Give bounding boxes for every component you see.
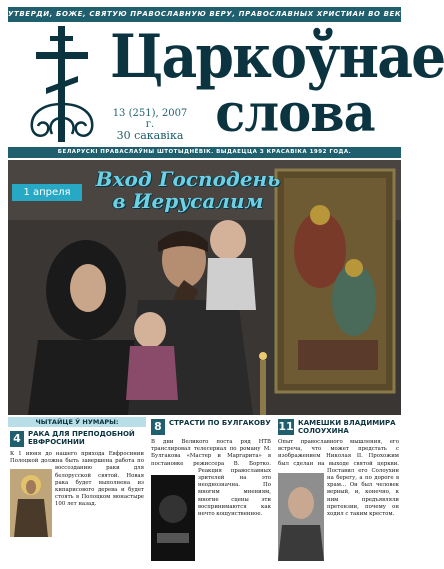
cover-headline	[88, 168, 288, 212]
about-strip: БЕЛАРУСКІ ПРАВАСЛАЎНЫ ШТОТЫДНЁВІК. ВЫДАЕЦЦА З КРАСАВІКА 1992 ГОДА.	[8, 147, 401, 158]
contents-rubric: ЧЫТАЙЦЕ Ў НУМАРЫ:	[8, 417, 146, 427]
article-headline: СТРАСТИ ПО БУЛГАКОВУ	[169, 419, 271, 427]
issue-number: 13 (251), 2007 г.	[112, 108, 188, 130]
orthodox-cross-icon	[22, 26, 100, 142]
contents-item-2[interactable]	[149, 417, 273, 565]
contents-strip	[8, 417, 401, 565]
article-lead: В дни Великого поста ряд НТВ транслировал телесериал по роману М. Булгакова «Мастер и Маргарита» в постановке режиссера В. Бортко. Реакция православных зрителей на это неоднозначна. По многим мнениям, многие сцены эти воспринимаются как нечто кощунственное.	[151, 439, 271, 563]
contents-item-1[interactable]	[8, 417, 146, 565]
issue-info	[108, 108, 192, 141]
contents-item-3[interactable]	[276, 417, 401, 565]
page-number: 8	[151, 419, 165, 435]
masthead-title-line1: Царкоўнае	[110, 22, 444, 92]
article-headline: КАМЕШКИ ВЛАДИМИРА СОЛОУХИНА	[298, 419, 396, 435]
article-lead: Опыт православного мышления, его встреча, что может предстать с изображением Николая II. Прохожим был сделан на выходе святой церкви. Поставил его Солоухин на берегу, а по дороге в храм... Он был человек верный, и, конечно, к ним предъявляли претензии, почему он ходил с таким крестом.	[278, 439, 399, 563]
masthead-title-line2: слова	[215, 83, 375, 144]
feast-date-badge: 1 апреля	[12, 184, 82, 201]
page-number: 4	[10, 431, 24, 447]
cover-headline-line1: Вход Господень	[95, 167, 281, 191]
cover-headline-line2: в Иерусалим	[112, 189, 264, 213]
article-lead: К 1 июня до нашего прихода Евфросинии Полоцкой должна быть завершена работа по воссозданию раки для белорусской святой. Новая рака будет выполнена из кипарисового дерева и будет стоять в Полоцком монастыре 100 лет назад.	[10, 451, 144, 561]
page-number: 11	[278, 420, 294, 433]
masthead	[8, 22, 444, 146]
motto-strip: УТВЕРДИ, БОЖЕ, СВЯТУЮ ПРАВОСЛАВНУЮ ВЕРУ, ПРАВОСЛАВНЫХ ХРИСТИАН ВО ВЕК ВЕКА!	[8, 7, 401, 22]
issue-date: 30 сакавіка	[116, 129, 184, 142]
article-headline: РАКА ДЛЯ ПРЕПОДОБНОЙ ЕВФРОСИНИИ	[28, 430, 135, 446]
